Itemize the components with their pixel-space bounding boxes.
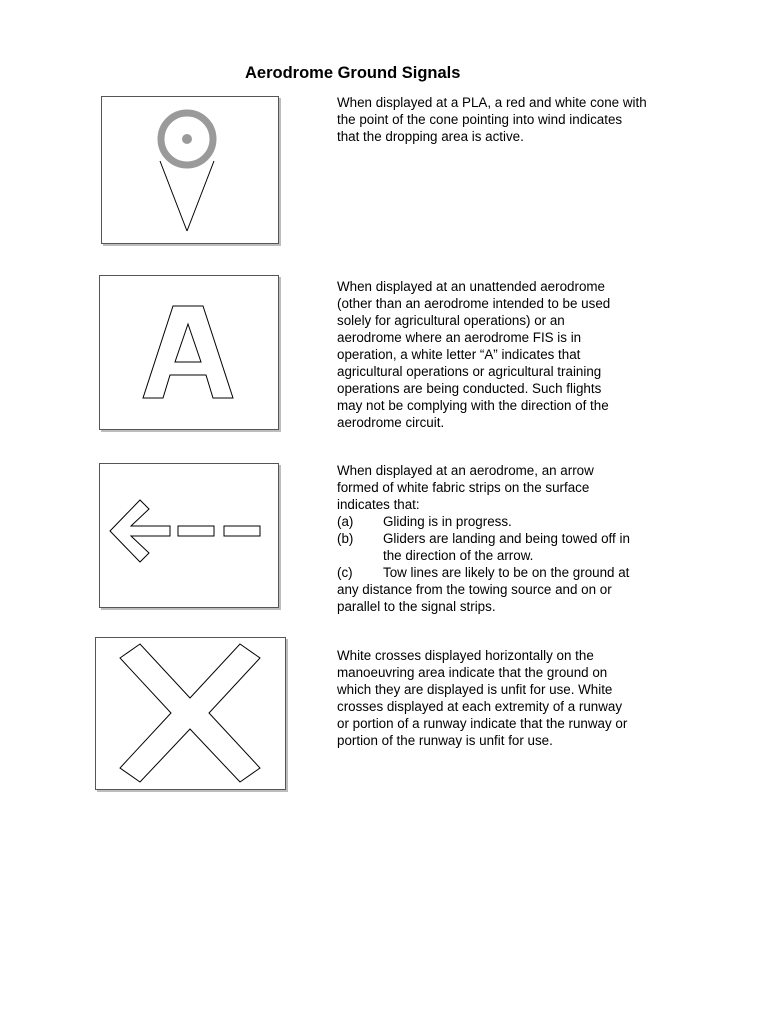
signal-image-frame <box>95 637 286 790</box>
list-item-label: (b) <box>337 531 354 546</box>
page-title: Aerodrome Ground Signals <box>245 64 461 82</box>
white-cross-icon <box>96 638 285 789</box>
text-line: manoeuvring area indicate that the ground on <box>337 665 608 680</box>
signal-description <box>337 278 709 431</box>
list-item-text: Tow lines are likely to be on the ground at <box>383 565 630 580</box>
signal-image-frame <box>99 463 279 608</box>
list-item-text: Gliding is in progress. <box>383 514 512 529</box>
text-line: White crosses displayed horizontally on the <box>337 648 594 663</box>
list-item <box>337 564 709 581</box>
text-line: agricultural operations or agricultural training <box>337 364 602 379</box>
text-line: formed of white fabric strips on the surface <box>337 480 590 495</box>
signal-description <box>337 462 709 615</box>
text-line: any distance from the towing source and on or <box>337 582 612 597</box>
signal-image-frame <box>99 275 279 430</box>
text-line: When displayed at an aerodrome, an arrow <box>337 463 594 478</box>
text-line: may not be complying with the direction of the <box>337 398 609 413</box>
signal-description <box>337 94 709 145</box>
signal-description <box>337 647 709 749</box>
gliding-arrow-icon <box>100 464 278 607</box>
text-line: that the dropping area is active. <box>337 129 524 144</box>
text-line: When displayed at an unattended aerodrome <box>337 279 605 294</box>
list-item-label: (c) <box>337 565 353 580</box>
text-line: operations are being conducted. Such flights <box>337 381 602 396</box>
text-line: aerodrome where an aerodrome FIS is in <box>337 330 582 345</box>
text-line: operation, a white letter “A” indicates that <box>337 347 581 362</box>
text-line: crosses displayed at each extremity of a runway <box>337 699 623 714</box>
list-item <box>337 513 709 530</box>
list-item <box>337 530 709 547</box>
list-item-text: Gliders are landing and being towed off in <box>383 531 630 546</box>
text-line: portion of the runway is unfit for use. <box>337 733 553 748</box>
text-line: parallel to the signal strips. <box>337 599 496 614</box>
text-line: the point of the cone pointing into wind indicates <box>337 112 623 127</box>
list-item-label: (a) <box>337 514 354 529</box>
text-line: solely for agricultural operations) or an <box>337 313 565 328</box>
text-line: When displayed at a PLA, a red and white cone with <box>337 95 647 110</box>
text-line: (other than an aerodrome intended to be used <box>337 296 611 311</box>
text-line: indicates that: <box>337 497 420 512</box>
text-line: or portion of a runway indicate that the runway or <box>337 716 628 731</box>
text-line: which they are displayed is unfit for use. White <box>337 682 613 697</box>
signal-image-frame <box>101 96 279 244</box>
dropping-zone-cone-icon <box>102 97 278 243</box>
text-line: aerodrome circuit. <box>337 415 445 430</box>
list-item-continuation: the direction of the arrow. <box>383 548 534 563</box>
letter-a-icon <box>100 276 278 429</box>
